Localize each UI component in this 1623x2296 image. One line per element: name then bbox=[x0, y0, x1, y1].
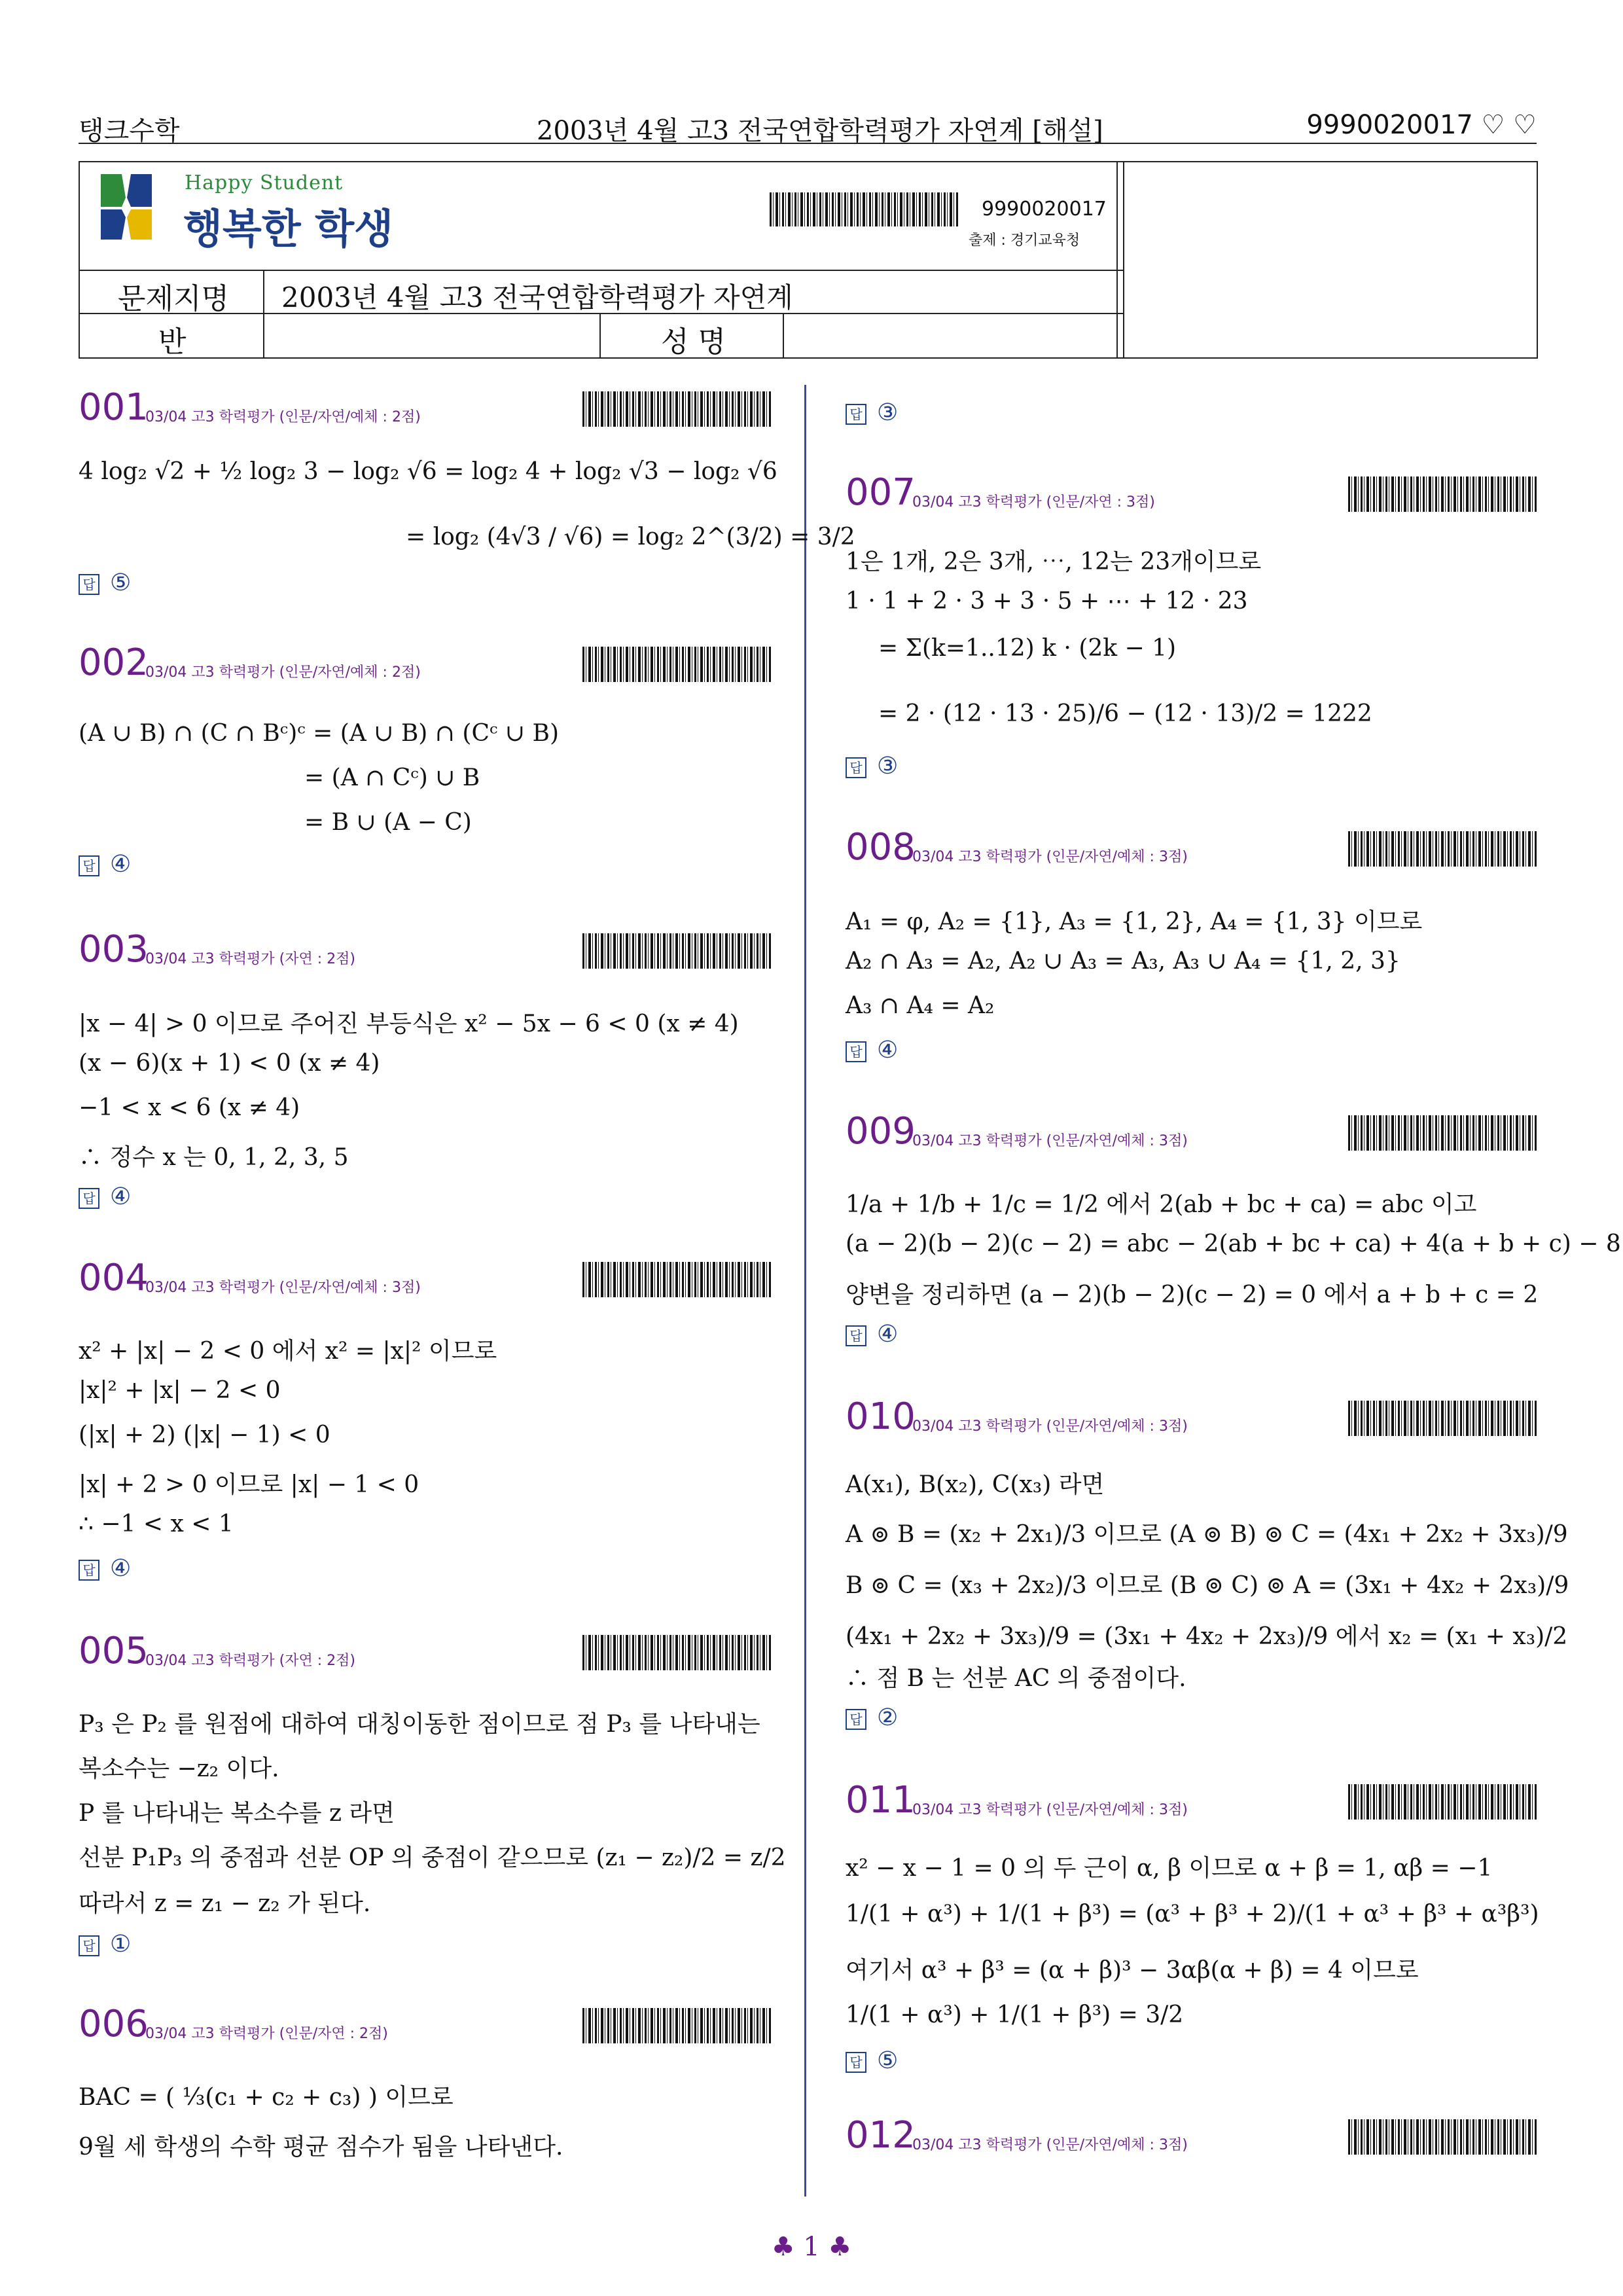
question-barcode bbox=[582, 1262, 772, 1297]
question-barcode bbox=[582, 1635, 772, 1670]
answer-choice: ② bbox=[877, 1704, 899, 1731]
solution-line: (a − 2)(b − 2)(c − 2) = abc − 2(ab + bc + ca) + 4(a + b + c) − 8 bbox=[846, 1230, 1621, 1257]
answer-choice: ④ bbox=[877, 1321, 899, 1348]
title-col-divider bbox=[263, 270, 264, 357]
solution-line: 복소수는 −z₂ 이다. bbox=[79, 1755, 279, 1782]
question-source: 03/04 고3 학력평가 (인문/자연/예체 : 3점) bbox=[912, 1802, 1188, 1818]
question-source: 03/04 고3 학력평가 (인문/자연 : 2점) bbox=[145, 2026, 388, 2042]
question-header bbox=[846, 826, 1539, 878]
answer-line bbox=[79, 569, 131, 596]
question-barcode bbox=[1348, 1784, 1538, 1820]
answer-choice: ⑤ bbox=[110, 569, 132, 596]
exam-barcode bbox=[770, 192, 959, 226]
answer-line bbox=[846, 399, 898, 426]
solution-line: x² + |x| − 2 < 0 에서 x² = |x|² 이므로 bbox=[79, 1338, 497, 1365]
question-source: 03/04 고3 학력평가 (인문/자연/예체 : 3점) bbox=[912, 849, 1188, 865]
answer-label: 답 bbox=[79, 574, 99, 595]
solution-line: 선분 P₁P₃ 의 중점과 선분 OP 의 중점이 같으므로 (z₁ − z₂)/2 = z/2 bbox=[79, 1844, 786, 1871]
question-header bbox=[846, 2114, 1539, 2166]
answer-choice: ③ bbox=[877, 399, 899, 426]
question-barcode bbox=[1348, 2119, 1538, 2155]
answer-choice: ③ bbox=[877, 753, 899, 780]
column-divider bbox=[804, 385, 806, 2197]
question-barcode bbox=[582, 2008, 772, 2043]
answer-line bbox=[79, 851, 131, 878]
solution-line: 1/(1 + α³) + 1/(1 + β³) = 3/2 bbox=[846, 2001, 1184, 2028]
answer-line bbox=[846, 1321, 898, 1348]
question-number: 010 bbox=[846, 1395, 916, 1438]
answer-line bbox=[79, 1555, 131, 1582]
solution-line: (4x₁ + 2x₂ + 3x₃)/9 = (3x₁ + 4x₂ + 2x₃)/9 에서 x₂ = (x₁ + x₃)/2 bbox=[846, 1623, 1568, 1650]
title-row-divider bbox=[79, 270, 1123, 271]
question-source: 03/04 고3 학력평가 (인문/자연 : 3점) bbox=[912, 494, 1155, 511]
header-title: 2003년 4월 고3 전국연합학력평가 자연계 [해설] bbox=[537, 116, 1103, 146]
question-barcode bbox=[1348, 1115, 1538, 1151]
solution-line: A(x₁), B(x₂), C(x₃) 라면 bbox=[846, 1471, 1105, 1498]
question-header bbox=[79, 928, 772, 980]
solution-line: 1/a + 1/b + 1/c = 1/2 에서 2(ab + bc + ca) = abc 이고 bbox=[846, 1191, 1477, 1218]
answer-choice: ① bbox=[110, 1931, 132, 1958]
question-header bbox=[846, 1779, 1539, 1831]
question-source: 03/04 고3 학력평가 (인문/자연/예체 : 2점) bbox=[145, 409, 421, 425]
answer-label: 답 bbox=[79, 855, 99, 876]
solution-line: (A ∪ B) ∩ (C ∩ Bᶜ)ᶜ = (A ∪ B) ∩ (Cᶜ ∪ B) bbox=[79, 720, 560, 747]
solution-line: |x|² + |x| − 2 < 0 bbox=[79, 1377, 281, 1404]
question-source: 03/04 고3 학력평가 (인문/자연/예체 : 3점) bbox=[912, 1133, 1188, 1149]
answer-label: 답 bbox=[846, 2052, 866, 2073]
exam-name-label: 문제지명 bbox=[118, 282, 230, 315]
question-number: 008 bbox=[846, 826, 916, 869]
solution-line: B ⊚ C = (x₃ + 2x₂)/3 이므로 (B ⊚ C) ⊚ A = (3x₁ + 4x₂ + 2x₃)/9 bbox=[846, 1572, 1569, 1599]
solution-line: = log₂ (4√3 / √6) = log₂ 2^(3/2) = 3/2 bbox=[406, 524, 855, 550]
answer-label: 답 bbox=[846, 404, 866, 425]
question-header bbox=[79, 641, 772, 694]
question-header bbox=[79, 1630, 772, 1682]
question-barcode bbox=[1348, 476, 1538, 512]
question-barcode bbox=[1348, 1401, 1538, 1436]
question-source: 03/04 고3 학력평가 (인문/자연/예체 : 3점) bbox=[912, 1418, 1188, 1435]
question-number: 003 bbox=[79, 928, 149, 971]
solution-line: −1 < x < 6 (x ≠ 4) bbox=[79, 1094, 300, 1121]
solution-line: 9월 세 학생의 수학 평균 점수가 됨을 나타낸다. bbox=[79, 2134, 563, 2161]
solution-line: = 2 · (12 · 13 · 25)/6 − (12 · 13)/2 = 1222 bbox=[878, 700, 1372, 727]
exam-source: 출제 : 경기교육청 bbox=[969, 232, 1080, 249]
question-number: 002 bbox=[79, 641, 149, 684]
answer-label: 답 bbox=[79, 1188, 99, 1209]
solution-line: P₃ 은 P₂ 를 원점에 대하여 대칭이동한 점이므로 점 P₃ 를 나타내는 bbox=[79, 1711, 760, 1738]
question-source: 03/04 고3 학력평가 (자연 : 2점) bbox=[145, 951, 355, 967]
answer-choice: ④ bbox=[110, 1555, 132, 1582]
solution-line: A₃ ∩ A₄ = A₂ bbox=[846, 992, 995, 1019]
answer-label: 답 bbox=[846, 757, 866, 778]
solution-line: = B ∪ (A − C) bbox=[304, 809, 472, 836]
solution-line: A ⊚ B = (x₂ + 2x₁)/3 이므로 (A ⊚ B) ⊚ C = (4x₁ + 2x₂ + 3x₃)/9 bbox=[846, 1521, 1568, 1548]
solution-line: (x − 6)(x + 1) < 0 (x ≠ 4) bbox=[79, 1050, 380, 1077]
solution-line: = (A ∩ Cᶜ) ∪ B bbox=[304, 764, 480, 791]
question-number: 007 bbox=[846, 471, 916, 514]
question-source: 03/04 고3 학력평가 (인문/자연/예체 : 3점) bbox=[912, 2137, 1188, 2153]
answer-line bbox=[846, 2047, 898, 2074]
solution-line: A₁ = φ, A₂ = {1}, A₃ = {1, 2}, A₄ = {1, 3} 이므로 bbox=[846, 908, 1423, 935]
running-header bbox=[79, 105, 1537, 144]
question-source: 03/04 고3 학력평가 (인문/자연/예체 : 2점) bbox=[145, 664, 421, 681]
happy-student-logo bbox=[98, 171, 154, 242]
solution-line: x² − x − 1 = 0 의 두 근이 α, β 이므로 α + β = 1, αβ = −1 bbox=[846, 1855, 1493, 1882]
question-number: 006 bbox=[79, 2003, 149, 2045]
question-number: 004 bbox=[79, 1257, 149, 1299]
solution-line: ∴ −1 < x < 1 bbox=[79, 1511, 234, 1537]
answer-choice: ⑤ bbox=[877, 2047, 899, 2074]
answer-label: 답 bbox=[846, 1041, 866, 1062]
solution-line: 양변을 정리하면 (a − 2)(b − 2)(c − 2) = 0 에서 a + b + c = 2 bbox=[846, 1282, 1539, 1308]
title-col-divider bbox=[1116, 161, 1118, 357]
header-publisher: 탱크수학 bbox=[79, 116, 180, 146]
solution-line: P 를 나타내는 복소수를 z 라면 bbox=[79, 1800, 395, 1827]
header-rule bbox=[79, 143, 1537, 144]
answer-line bbox=[846, 753, 898, 780]
question-number: 005 bbox=[79, 1630, 149, 1672]
brand-small-text: Happy Student bbox=[185, 171, 344, 194]
answer-label: 답 bbox=[79, 1560, 99, 1581]
solution-line: 1은 1개, 2은 3개, ⋯, 12는 23개이므로 bbox=[846, 548, 1262, 575]
question-source: 03/04 고3 학력평가 (인문/자연/예체 : 3점) bbox=[145, 1280, 421, 1296]
class-label: 반 bbox=[158, 325, 187, 359]
question-header bbox=[846, 471, 1539, 524]
question-header bbox=[79, 2003, 772, 2055]
solution-line: 1 · 1 + 2 · 3 + 3 · 5 + ⋯ + 12 · 23 bbox=[846, 588, 1248, 615]
solution-line: 여기서 α³ + β³ = (α + β)³ − 3αβ(α + β) = 4 이므로 bbox=[846, 1957, 1419, 1984]
page-footer: ♣ 1 ♣ bbox=[771, 2232, 852, 2262]
question-header bbox=[846, 1110, 1539, 1162]
solution-line: 4 log₂ √2 + ½ log₂ 3 − log₂ √6 = log₂ 4 + log₂ √3 − log₂ √6 bbox=[79, 458, 777, 485]
answer-label: 답 bbox=[846, 1325, 866, 1346]
solution-line: ∴ 점 B 는 선분 AC 의 중점이다. bbox=[846, 1665, 1186, 1692]
answer-line bbox=[846, 1037, 898, 1064]
solution-line: 1/(1 + α³) + 1/(1 + β³) = (α³ + β³ + 2)/(1 + α³ + β³ + α³β³) bbox=[846, 1901, 1539, 1928]
question-barcode bbox=[1348, 831, 1538, 867]
question-header bbox=[79, 1257, 772, 1309]
answer-choice: ④ bbox=[877, 1037, 899, 1064]
answer-choice: ④ bbox=[110, 851, 132, 878]
answer-line bbox=[79, 1931, 131, 1958]
solution-line: A₂ ∩ A₃ = A₂, A₂ ∪ A₃ = A₃, A₃ ∪ A₄ = {1, 2, 3} bbox=[846, 948, 1400, 975]
title-col-divider bbox=[783, 313, 784, 357]
question-number: 009 bbox=[846, 1110, 916, 1153]
solution-line: |x − 4| > 0 이므로 주어진 부등식은 x² − 5x − 6 < 0 (x ≠ 4) bbox=[79, 1011, 739, 1037]
title-col-divider bbox=[599, 313, 601, 357]
question-number: 001 bbox=[79, 386, 149, 429]
answer-line bbox=[79, 1183, 131, 1210]
answer-line bbox=[846, 1704, 898, 1731]
brand-name: 행복한 학생 bbox=[183, 205, 394, 253]
student-name-label: 성 명 bbox=[661, 325, 726, 359]
question-source: 03/04 고3 학력평가 (자연 : 2점) bbox=[145, 1653, 355, 1669]
solution-line: = Σ(k=1..12) k · (2k − 1) bbox=[878, 635, 1177, 662]
answer-label: 답 bbox=[79, 1935, 99, 1956]
question-number: 011 bbox=[846, 1779, 916, 1821]
solution-line: BAC = ( ⅓(c₁ + c₂ + c₃) ) 이므로 bbox=[79, 2084, 454, 2111]
solution-line: |x| + 2 > 0 이므로 |x| − 1 < 0 bbox=[79, 1471, 419, 1498]
question-number: 012 bbox=[846, 2114, 916, 2157]
answer-label: 답 bbox=[846, 1709, 866, 1730]
solution-line: (|x| + 2) (|x| − 1) < 0 bbox=[79, 1422, 330, 1448]
question-barcode bbox=[582, 647, 772, 682]
exam-name-value: 2003년 4월 고3 전국연합학력평가 자연계 bbox=[281, 281, 793, 314]
question-header bbox=[79, 386, 772, 439]
question-header bbox=[846, 1395, 1539, 1448]
header-code: 9990020017 ♡ ♡ bbox=[1306, 110, 1537, 140]
answer-choice: ④ bbox=[110, 1183, 132, 1210]
solution-line: 따라서 z = z₁ − z₂ 가 된다. bbox=[79, 1890, 371, 1917]
title-col-divider bbox=[1123, 161, 1124, 357]
question-barcode bbox=[582, 391, 772, 427]
solution-line: ∴ 정수 x 는 0, 1, 2, 3, 5 bbox=[79, 1144, 349, 1171]
exam-code: 9990020017 bbox=[982, 198, 1107, 221]
question-barcode bbox=[582, 933, 772, 969]
